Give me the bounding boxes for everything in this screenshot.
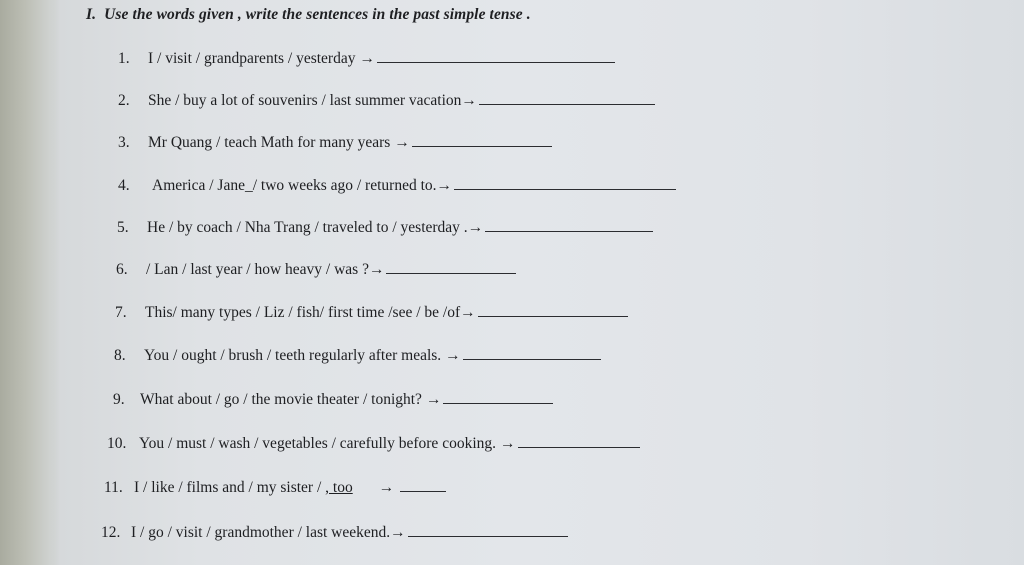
item-prompt: / Lan / last year / how heavy / was ? xyxy=(146,261,369,278)
list-item xyxy=(115,304,628,322)
page-binding-shadow xyxy=(0,0,60,565)
list-item xyxy=(101,524,568,542)
arrow-icon: → xyxy=(368,261,385,278)
arrow-icon: → xyxy=(425,391,442,408)
answer-blank[interactable] xyxy=(408,524,568,537)
answer-blank[interactable] xyxy=(377,50,615,63)
answer-blank[interactable] xyxy=(454,177,676,190)
item-number: 6. xyxy=(116,261,128,278)
arrow-icon: → xyxy=(436,177,453,194)
answer-blank[interactable] xyxy=(412,134,552,147)
item-prompt: I / go / visit / grandmother / last weekend. xyxy=(131,524,391,541)
arrow-icon: → xyxy=(460,304,476,321)
arrow-icon: → xyxy=(467,219,484,236)
item-prompt: She / buy a lot of souvenirs / last summer vacation xyxy=(148,92,462,109)
item-number: 9. xyxy=(113,391,125,408)
answer-blank[interactable] xyxy=(386,261,516,274)
exercise-heading xyxy=(86,6,531,24)
item-prompt: You / must / wash / vegetables / carefully before cooking. xyxy=(139,435,496,452)
item-number: 1. xyxy=(118,50,130,67)
list-item xyxy=(113,391,553,409)
item-number: 12. xyxy=(101,524,121,541)
item-number: 11. xyxy=(104,479,123,496)
item-prompt: I / like / films and / my sister / xyxy=(134,479,326,496)
list-item xyxy=(116,261,516,279)
item-number: 4. xyxy=(118,177,130,194)
item-number: 10. xyxy=(107,435,127,452)
exercise-instruction: Use the words given , write the sentences in the past simple tense . xyxy=(104,6,531,23)
answer-blank[interactable] xyxy=(443,391,553,404)
list-item xyxy=(117,219,653,237)
item-number: 3. xyxy=(118,134,130,151)
list-item xyxy=(118,92,655,110)
answer-blank[interactable] xyxy=(485,219,653,232)
list-item xyxy=(114,347,601,365)
item-prompt: You / ought / brush / teeth regularly after meals. xyxy=(144,347,442,364)
item-number: 2. xyxy=(118,92,130,109)
arrow-icon: → xyxy=(461,92,477,109)
answer-blank[interactable] xyxy=(518,435,640,448)
answer-blank[interactable] xyxy=(400,479,446,492)
list-item xyxy=(118,177,676,195)
item-prompt: I / visit / grandparents / yesterday xyxy=(148,50,356,67)
list-item xyxy=(118,134,552,152)
exercise-number: I. xyxy=(86,6,97,23)
arrow-icon: → xyxy=(390,524,406,541)
arrow-icon: → xyxy=(394,134,410,151)
arrow-icon: → xyxy=(500,435,516,452)
arrow-icon: → xyxy=(359,50,375,67)
item-number: 7. xyxy=(115,304,127,321)
item-prompt: This/ many types / Liz / fish/ first time /see / be /of xyxy=(145,304,461,321)
item-number: 8. xyxy=(114,347,126,364)
list-item xyxy=(118,50,615,68)
underlined-word: , too xyxy=(325,479,353,496)
item-number: 5. xyxy=(117,219,129,236)
list-item xyxy=(107,435,640,453)
item-prompt: Mr Quang / teach Math for many years xyxy=(148,134,391,151)
item-prompt: America / Jane_/ two weeks ago / returned to. xyxy=(152,177,437,194)
worksheet-sheet xyxy=(60,0,1024,565)
arrow-icon: → xyxy=(445,347,461,364)
answer-blank[interactable] xyxy=(479,92,655,105)
answer-blank[interactable] xyxy=(463,347,601,360)
item-prompt: He / by coach / Nha Trang / traveled to / yesterday . xyxy=(147,219,468,236)
arrow-icon: → xyxy=(378,479,395,496)
answer-blank[interactable] xyxy=(478,304,628,317)
item-prompt: What about / go / the movie theater / tonight? xyxy=(140,391,422,408)
list-item xyxy=(104,479,446,497)
